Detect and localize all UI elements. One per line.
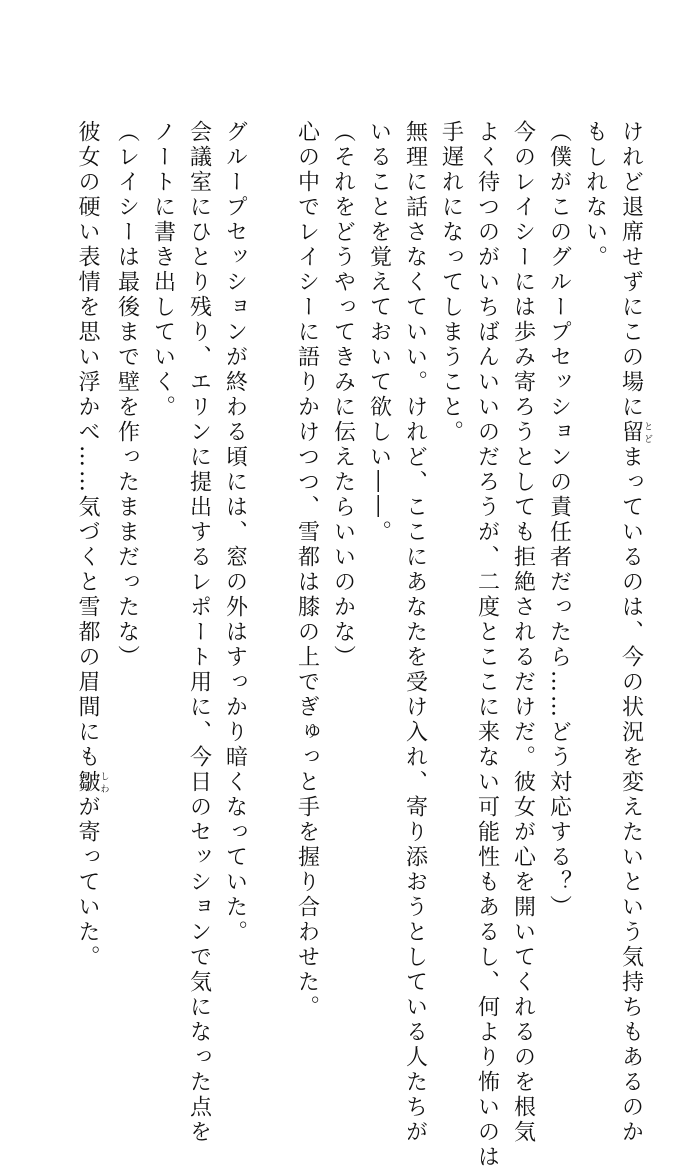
text-segment: まっているのは、今の状況を変えたいという気持ちもあるのか <box>618 445 644 1145</box>
text-line: （レイシーは最後まで壁を作ったままだったな） <box>114 120 140 670</box>
text-line <box>69 120 109 990</box>
text-line: 会議室にひとり残り、エリンに提出するレポート用に、今日のセッションで気になった点を <box>186 120 212 1145</box>
ruby-base: 皺 <box>75 770 100 795</box>
vertical-text-block <box>69 120 652 1170</box>
text-line: ノートに書き出していく。 <box>150 120 176 420</box>
text-line: （それをどうやってきみに伝えたらいいのかな） <box>330 120 356 670</box>
text-line: よく待つのがいちばんいいのだろうが、二度とここに来ない可能性もあるし、何より怖いのは <box>474 120 500 1170</box>
ruby-annotation <box>618 420 652 445</box>
text-segment: が寄っていた。 <box>75 795 100 970</box>
ruby-base: 留 <box>618 420 644 445</box>
text-line: 手遅れになってしまうこと。 <box>438 120 464 445</box>
ruby-reading: とど <box>642 420 652 445</box>
text-segment: 彼女の硬い表情を思い浮かべ……気づくと雪都の眉間にも <box>75 120 100 770</box>
paragraph-gap <box>253 120 289 990</box>
text-line: グループセッションが終わる頃には、窓の外はすっかり暗くなっていた。 <box>222 120 248 945</box>
text-line <box>613 120 653 1145</box>
ruby-annotation <box>75 770 109 795</box>
text-line: 無理に話さなくていい。けれど、ここにあなたを受け入れ、寄り添おうとしている人たちが <box>402 120 428 1145</box>
text-line: （僕がこのグループセッションの責任者だったら……どう対応する？） <box>546 120 572 920</box>
text-line: もしれない。 <box>582 120 608 270</box>
text-line: 今のレイシーには歩み寄ろうとしても拒絶されるだけだ。彼女が心を開いてくれるのを根気 <box>510 120 536 1145</box>
text-segment: けれど退席せずにこの場に <box>618 120 644 420</box>
text-line: いることを覚えておいて欲しい――。 <box>366 120 392 545</box>
text-line: 心の中でレイシーに語りかけつつ、雪都は膝の上でぎゅっと手を握り合わせた。 <box>294 120 320 1020</box>
ruby-reading: しわ <box>98 770 109 795</box>
